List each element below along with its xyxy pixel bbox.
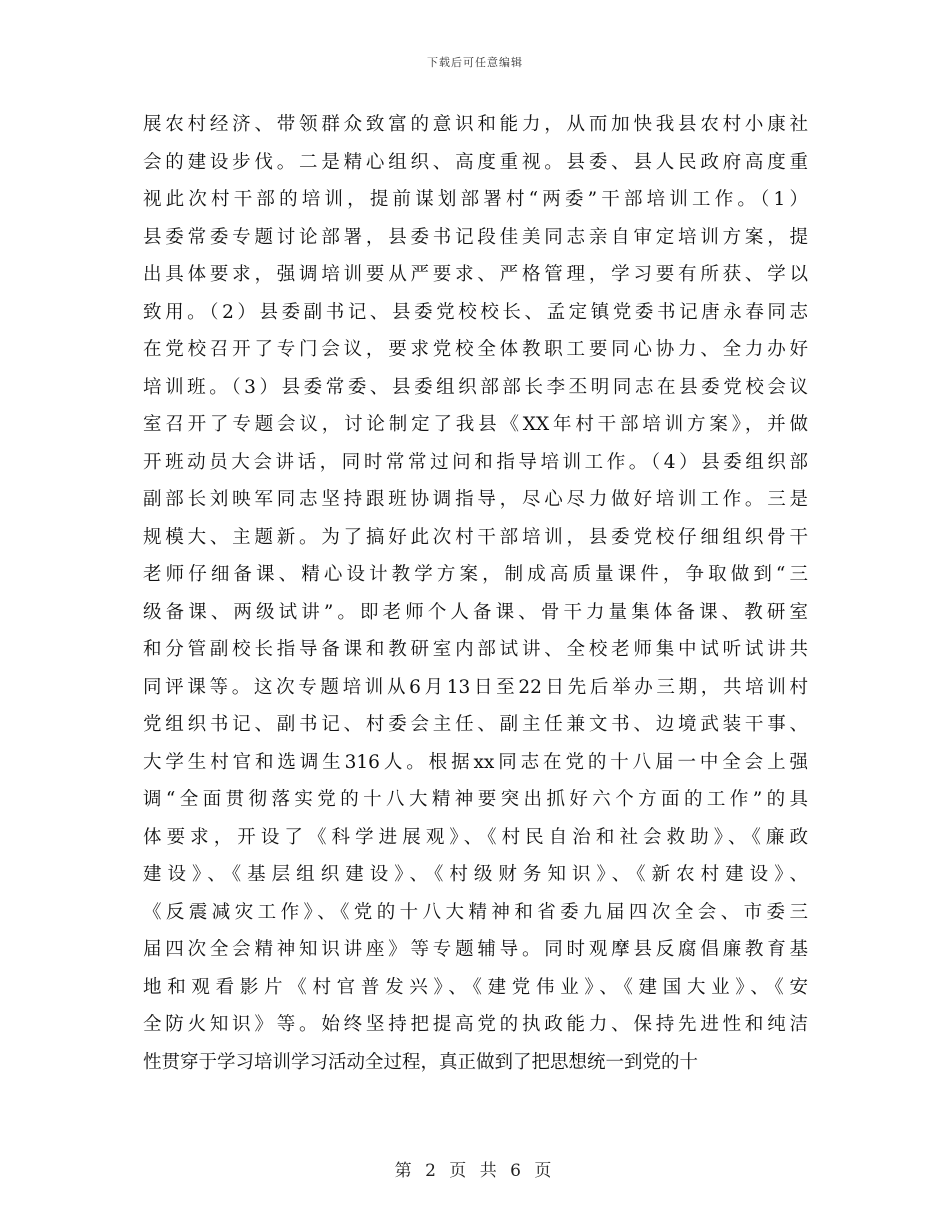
body-line: 县委常委专题讨论部署，县委书记段佳美同志亲自审定培训方案，提	[143, 226, 808, 248]
body-line: 出具体要求，强调培训要从严要求、严格管理，学习要有所获、学以	[143, 264, 808, 285]
body-line: 大学生村官和选调生316人。根据xx同志在党的十八届一中全会上强	[143, 751, 808, 773]
body-line: 和分管副校长指导备课和教研室内部试讲、全校老师集中试听试讲共	[143, 639, 808, 660]
body-line: 老师仔细备课、精心设计教学方案，制成高质量课件，争取做到“三	[143, 564, 808, 585]
body-line: 规模大、主题新。为了搞好此次村干部培训，县委党校仔细组织骨干	[143, 526, 808, 548]
body-line: 室召开了专题会议，讨论制定了我县《XX年村干部培训方案》，并做	[143, 414, 808, 435]
body-line: 展农村经济、带领群众致富的意识和能力，从而加快我县农村小康社	[143, 114, 808, 135]
body-line: 培训班。（3）县委常委、县委组织部部长李丕明同志在县委党校会议	[143, 376, 808, 398]
body-line: 全防火知识》等。始终坚持把提高党的执政能力、保持先进性和纯洁	[143, 1014, 808, 1035]
document-body	[143, 106, 808, 1081]
body-line: 副部长刘映军同志坚持跟班协调指导，尽心尽力做好培训工作。三是	[143, 489, 808, 510]
body-line: 会的建设步伐。二是精心组织、高度重视。县委、县人民政府高度重	[143, 151, 808, 173]
body-line: 致用。（2）县委副书记、县委党校校长、孟定镇党委书记唐永春同志	[143, 301, 808, 323]
body-line: 在党校召开了专门会议，要求党校全体教职工要同心协力、全力办好	[143, 339, 808, 360]
body-line: 《反震减灾工作》、《党的十八大精神和省委九届四次全会、市委三	[143, 901, 808, 923]
body-line: 同评课等。这次专题培训从6月13日至22日先后举办三期，共培训村	[143, 676, 808, 698]
body-line: 地和观看影片《村官普发兴》、《建党伟业》、《建国大业》、《安	[143, 976, 808, 998]
page-number-indicator: 第 2 页 共 6 页	[394, 1161, 556, 1181]
body-line: 体要求，开设了《科学进展观》、《村民自治和社会救助》、《廉政	[143, 826, 808, 848]
page-header-note: 下载后可任意编辑	[427, 56, 523, 69]
body-line: 届四次全会精神知识讲座》等专题辅导。同时观摩县反腐倡廉教育基	[143, 939, 808, 960]
body-line: 建设》、《基层组织建设》、《村级财务知识》、《新农村建设》、	[143, 864, 808, 885]
body-line: 开班动员大会讲话，同时常常过问和指导培训工作。（4）县委组织部	[143, 451, 808, 473]
body-line: 性贯穿于学习培训学习活动全过程，真正做到了把思想统一到党的十	[143, 1051, 699, 1073]
body-line: 级备课、两级试讲”。即老师个人备课、骨干力量集体备课、教研室	[143, 601, 808, 623]
body-line: 党组织书记、副书记、村委会主任、副主任兼文书、边境武装干事、	[143, 714, 808, 735]
body-line: 视此次村干部的培训，提前谋划部署村“两委”干部培训工作。（1）	[143, 189, 808, 210]
body-line: 调“全面贯彻落实党的十八大精神要突出抓好六个方面的工作”的具	[143, 789, 808, 810]
